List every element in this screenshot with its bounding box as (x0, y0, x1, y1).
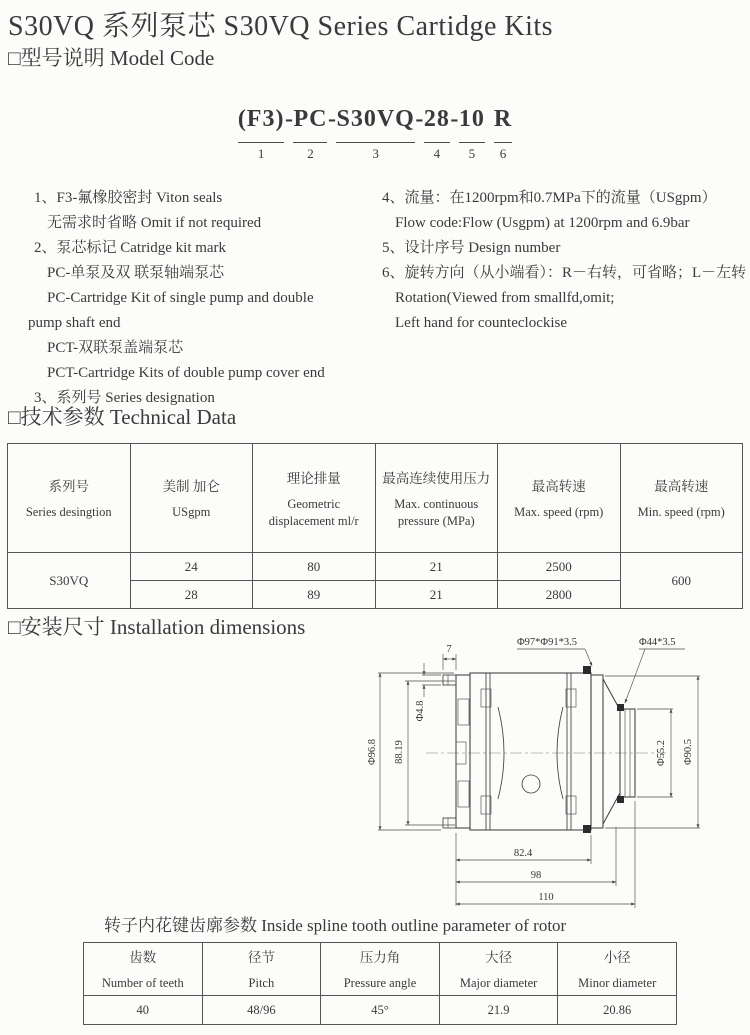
column-header (8, 444, 131, 553)
table-cell: 21 (375, 553, 498, 581)
segment-underline (336, 142, 414, 143)
dimension-cover-diameter (605, 676, 700, 828)
model-code-segment (293, 106, 327, 162)
installation-drawing (368, 613, 748, 913)
column-header (620, 444, 743, 553)
table-cell: 45° (321, 996, 440, 1025)
table-header-row (84, 943, 677, 996)
table-cell: 20.86 (558, 996, 677, 1025)
table-cell: 21.9 (439, 996, 558, 1025)
header-en: Number of teeth (101, 976, 184, 991)
model-code-segment-text: (F3) (237, 106, 285, 132)
column-header (498, 444, 621, 553)
header-en: USgpm (172, 505, 211, 520)
dimension-outer-diameter (368, 673, 454, 830)
segment-number: 4 (433, 145, 441, 161)
model-code-segment (459, 106, 485, 162)
table-cell: 21 (375, 581, 498, 609)
header-en: Minor diameter (578, 976, 657, 991)
shaft-seal-bottom (617, 796, 624, 803)
segment-underline (238, 142, 285, 143)
section-heading-model-code: □型号说明 Model Code (8, 46, 215, 70)
table-cell: 24 (130, 553, 253, 581)
rotor-spline-table (83, 942, 677, 1025)
header-zh: 最高转速 (531, 479, 586, 495)
column-header (375, 444, 498, 553)
note-line: 5、设计序号 Design number (382, 240, 561, 256)
table-header-row (8, 444, 743, 553)
series-cell: S30VQ (8, 553, 131, 609)
header-zh: 最高转速 (654, 479, 709, 495)
header-en: Max. speed (rpm) (514, 505, 604, 520)
model-code-segment-text: R (493, 106, 513, 132)
note-line: Left hand for counteclockise (395, 315, 568, 331)
note-line: 2、泵芯标记 Catridge kit mark (34, 240, 227, 256)
header-zh: 美制 加仑 (162, 479, 220, 495)
header-zh: 径节 (247, 950, 275, 966)
model-code-separator: - (415, 106, 424, 132)
model-code-segment (424, 106, 450, 162)
seal-ring-bottom (583, 825, 591, 833)
dim-label-cover-diameter: Φ90.5 (683, 738, 694, 766)
segment-underline (424, 142, 450, 143)
segment-number: 2 (307, 145, 314, 161)
dim-label-seal-ring: Φ44*3.5 (639, 637, 676, 648)
model-code-segment (494, 106, 512, 162)
model-code-segment-text: 10 (458, 106, 485, 132)
pump-cross-section-svg (368, 613, 748, 913)
header-en: Max. continuous pressure (MPa) (394, 497, 479, 528)
header-en: Series desingtion (25, 505, 112, 520)
dim-label-stub-diameter: Φ4.8 (415, 700, 426, 722)
note-line: Flow code:Flow (Usgpm) at 1200rpm and 6.9bar (395, 215, 690, 231)
dim-label-cover-length: 98 (530, 870, 542, 881)
dim-label-total-length: 110 (538, 892, 554, 903)
dimension-seal-ring (625, 637, 685, 703)
note-line: PCT-Cartridge Kits of double pump cover end (47, 365, 325, 381)
table-cell: 2800 (498, 581, 621, 609)
model-code-separator: - (327, 106, 336, 132)
header-en: Pressure angle (343, 976, 417, 991)
header-zh: 小径 (603, 950, 631, 966)
model-code-segment-text: 28 (423, 106, 450, 132)
table-cell: 48/96 (202, 996, 321, 1025)
dim-label-stub-length: 7 (446, 644, 452, 655)
table-cell: 28 (130, 581, 253, 609)
model-code-segment-text: S30VQ (336, 106, 415, 132)
dimension-port-ring (517, 637, 592, 666)
model-code-segment-text: PC (293, 106, 328, 132)
dim-label-hub-diameter: Φ55.2 (656, 739, 667, 767)
table-cell: 89 (253, 581, 376, 609)
model-code-separator: - (450, 106, 459, 132)
header-zh: 最高连续使用压力 (382, 471, 491, 487)
segment-number: 3 (372, 145, 379, 161)
column-header (84, 943, 203, 996)
segment-underline (459, 142, 485, 143)
note-line: PC-单泵及双 联泵轴端泵芯 (47, 265, 225, 281)
dim-label-port-ring: Φ97*Φ91*3.5 (517, 637, 577, 648)
notes-column-right (376, 186, 748, 336)
dim-label-outer-diameter: Φ96.8 (368, 738, 378, 766)
segment-number: 5 (468, 145, 476, 161)
note-line: pump shaft end (28, 315, 121, 331)
note-line: Rotation(Viewed from smallfd,omit; (395, 290, 615, 306)
section-heading-technical-data: □技术参数 Technical Data (8, 405, 237, 429)
column-header (253, 444, 376, 553)
section-heading-installation: □安装尺寸 Installation dimensions (8, 615, 306, 639)
header-en: Geometric displacement ml/r (268, 497, 359, 528)
column-header (558, 943, 677, 996)
page-title: S30VQ 系列泵芯 S30VQ Series Cartidge Kits (8, 11, 554, 42)
note-line: 6、旋转方向（从小端看）：R－右转，可省略；L－左转 (382, 265, 747, 281)
note-line: 3、系列号 Series designation (34, 390, 215, 406)
dimension-lengths (456, 801, 635, 908)
table-cell: 40 (84, 996, 203, 1025)
pump-body-outline (443, 666, 635, 833)
shaft-seal-top (617, 704, 624, 711)
segment-underline (293, 142, 327, 143)
table-cell: 80 (253, 553, 376, 581)
header-zh: 系列号 (48, 479, 89, 495)
dimension-stub-length (443, 644, 456, 670)
model-code-segment (238, 106, 285, 162)
header-zh: 大径 (485, 950, 513, 966)
model-code-segment (336, 106, 414, 162)
header-zh: 压力角 (359, 950, 401, 966)
min-speed-cell: 600 (620, 553, 743, 609)
dim-label-flange-height: 88.19 (394, 740, 405, 764)
segment-underline (494, 142, 512, 143)
header-zh: 齿数 (129, 950, 157, 966)
table-cell: 2500 (498, 553, 621, 581)
column-header (202, 943, 321, 996)
column-header (321, 943, 440, 996)
dim-label-body-length: 82.4 (513, 848, 533, 859)
note-line: PC-Cartridge Kit of single pump and double (47, 290, 314, 306)
segment-number: 1 (257, 145, 265, 161)
header-zh: 理论排量 (286, 471, 341, 487)
dimension-stub-diameter (415, 663, 441, 721)
note-line: 无需求时省略 Omit if not required (47, 215, 262, 231)
model-code (0, 106, 750, 162)
column-header (439, 943, 558, 996)
header-en: Min. speed (rpm) (637, 505, 725, 520)
segment-number: 6 (499, 145, 507, 161)
table-row (8, 553, 743, 581)
model-code-separator: - (284, 106, 293, 132)
note-line: 4、流量：在1200rpm和0.7MPa下的流量（USgpm） (382, 190, 717, 206)
note-line: 1、F3-氟橡胶密封 Viton seals (34, 190, 223, 206)
technical-data-table (7, 443, 743, 609)
rotor-table-heading: 转子内花键齿廓参数 Inside spline tooth outline parameter of rotor (104, 916, 567, 935)
note-line: PCT-双联泵盖端泵芯 (47, 340, 184, 356)
table-row (84, 996, 677, 1025)
notes-column-left (28, 186, 374, 411)
column-header (130, 444, 253, 553)
header-en: Major diameter (459, 976, 538, 991)
header-en: Pitch (248, 976, 275, 991)
seal-ring-top (583, 666, 591, 674)
